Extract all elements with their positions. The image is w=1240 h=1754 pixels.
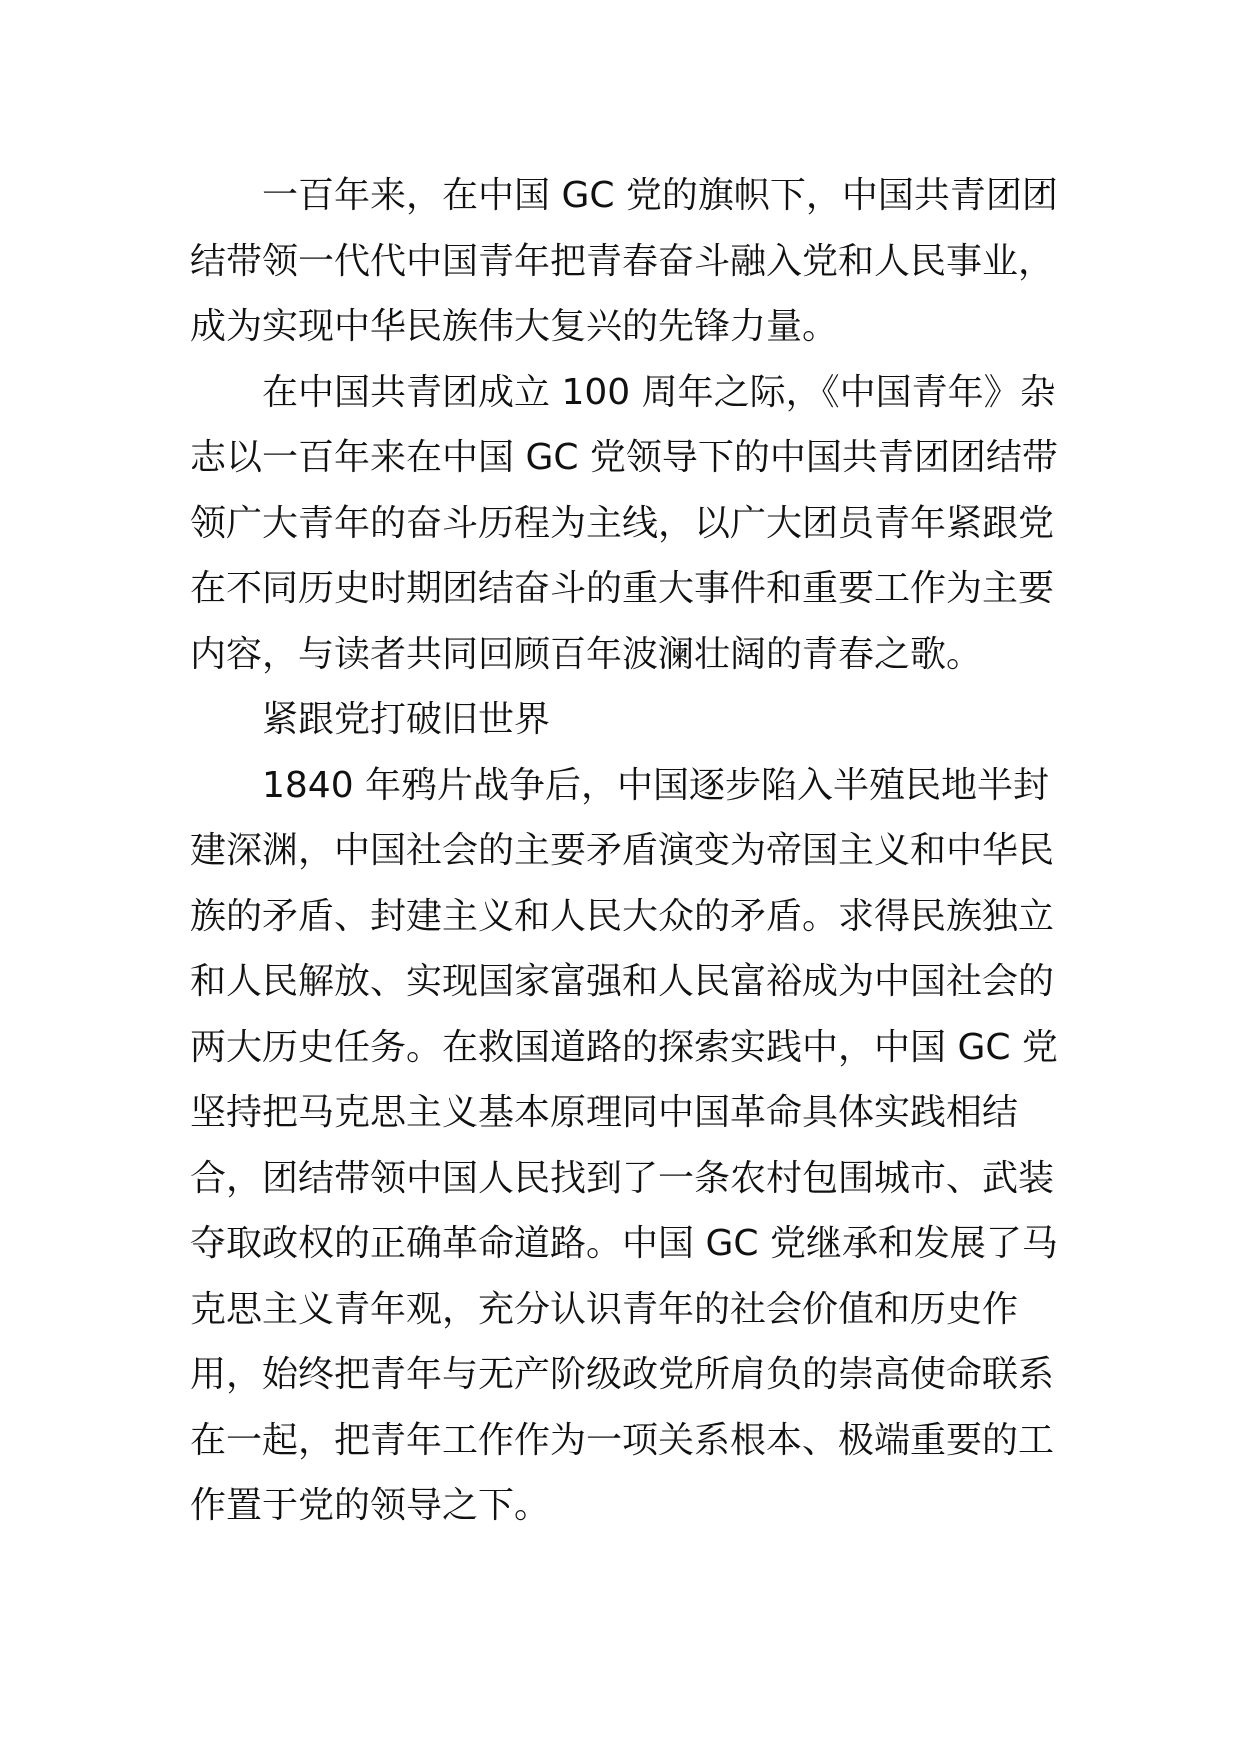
intro-paragraph-2: 在中国共青团成立 100 周年之际，《中国青年》杂志以一百年来在中国 GC 党领导下的中国共青团团结带领广大青年的奋斗历程为主线，以广大团员青年紧跟党在不同历史时期团结奋斗的重大事件和重要工作为主要内容，与读者共同回顾百年波澜壮阔的青春之歌。: [190, 371, 1058, 675]
intro-paragraph-1: 一百年来，在中国 GC 党的旗帜下，中国共青团团结带领一代代中国青年把青春奋斗融入党和人民事业，成为实现中华民族伟大复兴的先锋力量。: [190, 175, 1058, 347]
section-paragraph: 1840 年鸦片战争后，中国逐步陷入半殖民地半封建深渊，中国社会的主要矛盾演变为帝国主义和中华民族的矛盾、封建主义和人民大众的矛盾。求得民族独立和人民解放、实现国家富强和人民富裕成为中国社会的两大历史任务。在救国道路的探索实践中，中国 GC 党坚持把马克思主义基本原理同中国革命具体实践相结合，团结带领中国人民找到了一条农村包围城市、武装夺取政权的正确革命道路。中国 GC 党继承和发展了马克思主义青年观，充分认识青年的社会价值和历史作用，始终把青年与无产阶级政党所肩负的崇高使命联系在一起，把青年工作作为一项关系根本、极端重要的工作置于党的领导之下。: [190, 764, 1058, 1526]
document-body: [190, 163, 1070, 1539]
section-heading: 紧跟党打破旧世界: [262, 699, 551, 740]
